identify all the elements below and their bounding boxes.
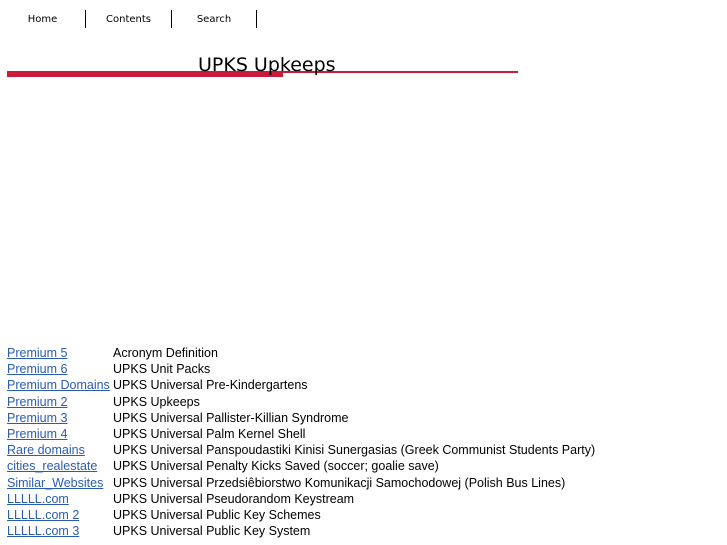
sidebar-link[interactable]: Premium 2 <box>7 394 68 409</box>
list-item <box>7 361 722 377</box>
sidebar-link[interactable]: Premium 4 <box>7 427 68 442</box>
definition-text: UPKS Universal Penalty Kicks Saved (soccer; goalie save) <box>113 459 439 474</box>
definition-text: UPKS Universal Palm Kernel Shell <box>113 427 306 442</box>
list-item <box>7 426 722 442</box>
sidebar-link[interactable]: Premium 3 <box>7 410 68 425</box>
sidebar-link[interactable]: LLLLL.com <box>7 491 69 506</box>
sidebar-link[interactable]: LLLLL.com 2 <box>7 507 80 522</box>
list-item <box>7 523 722 539</box>
title-area <box>7 52 518 82</box>
sidebar-link[interactable]: Premium 6 <box>7 362 68 377</box>
definition-text: UPKS Universal Public Key Schemes <box>113 507 321 522</box>
top-navigation <box>0 10 257 28</box>
definition-text: UPKS Universal Panspoudastiki Kinisi Sunergasias (Greek Communist Students Party) <box>113 443 596 458</box>
nav-contents-link[interactable]: Contents <box>86 10 172 28</box>
definition-text: UPKS Universal Pseudorandom Keystream <box>113 491 355 506</box>
list-item <box>7 491 722 507</box>
sidebar-link[interactable]: Similar_Websites <box>7 475 104 490</box>
sidebar-link[interactable]: LLLLL.com 3 <box>7 524 80 539</box>
page-title: UPKS Upkeeps <box>198 54 336 76</box>
definition-text: UPKS Unit Packs <box>113 362 211 377</box>
definition-text: UPKS Universal Przedsiêbiorstwo Komunikacji Samochodowej (Polish Bus Lines) <box>113 475 566 490</box>
list-item <box>7 475 722 491</box>
definition-text: UPKS Universal Public Key System <box>113 524 311 539</box>
nav-home-link[interactable]: Home <box>0 10 86 28</box>
definition-text: Acronym Definition <box>113 346 218 361</box>
definition-text: UPKS Universal Pallister-Killian Syndrome <box>113 410 349 425</box>
list-item <box>7 394 722 410</box>
list-item <box>7 345 722 361</box>
list-item <box>7 442 722 458</box>
list-item <box>7 507 722 523</box>
sidebar-link[interactable]: Premium 5 <box>7 346 68 361</box>
definition-text: UPKS Upkeeps <box>113 394 200 409</box>
list-item <box>7 377 722 393</box>
list-item <box>7 410 722 426</box>
definition-text: UPKS Universal Pre-Kindergartens <box>113 378 308 393</box>
sidebar-link[interactable]: cities_realestate <box>7 459 98 474</box>
list-item <box>7 458 722 474</box>
sidebar-link[interactable]: Rare domains <box>7 443 85 458</box>
definition-list <box>7 345 722 539</box>
sidebar-link[interactable]: Premium Domains <box>7 378 110 393</box>
nav-search-link[interactable]: Search <box>172 10 257 28</box>
